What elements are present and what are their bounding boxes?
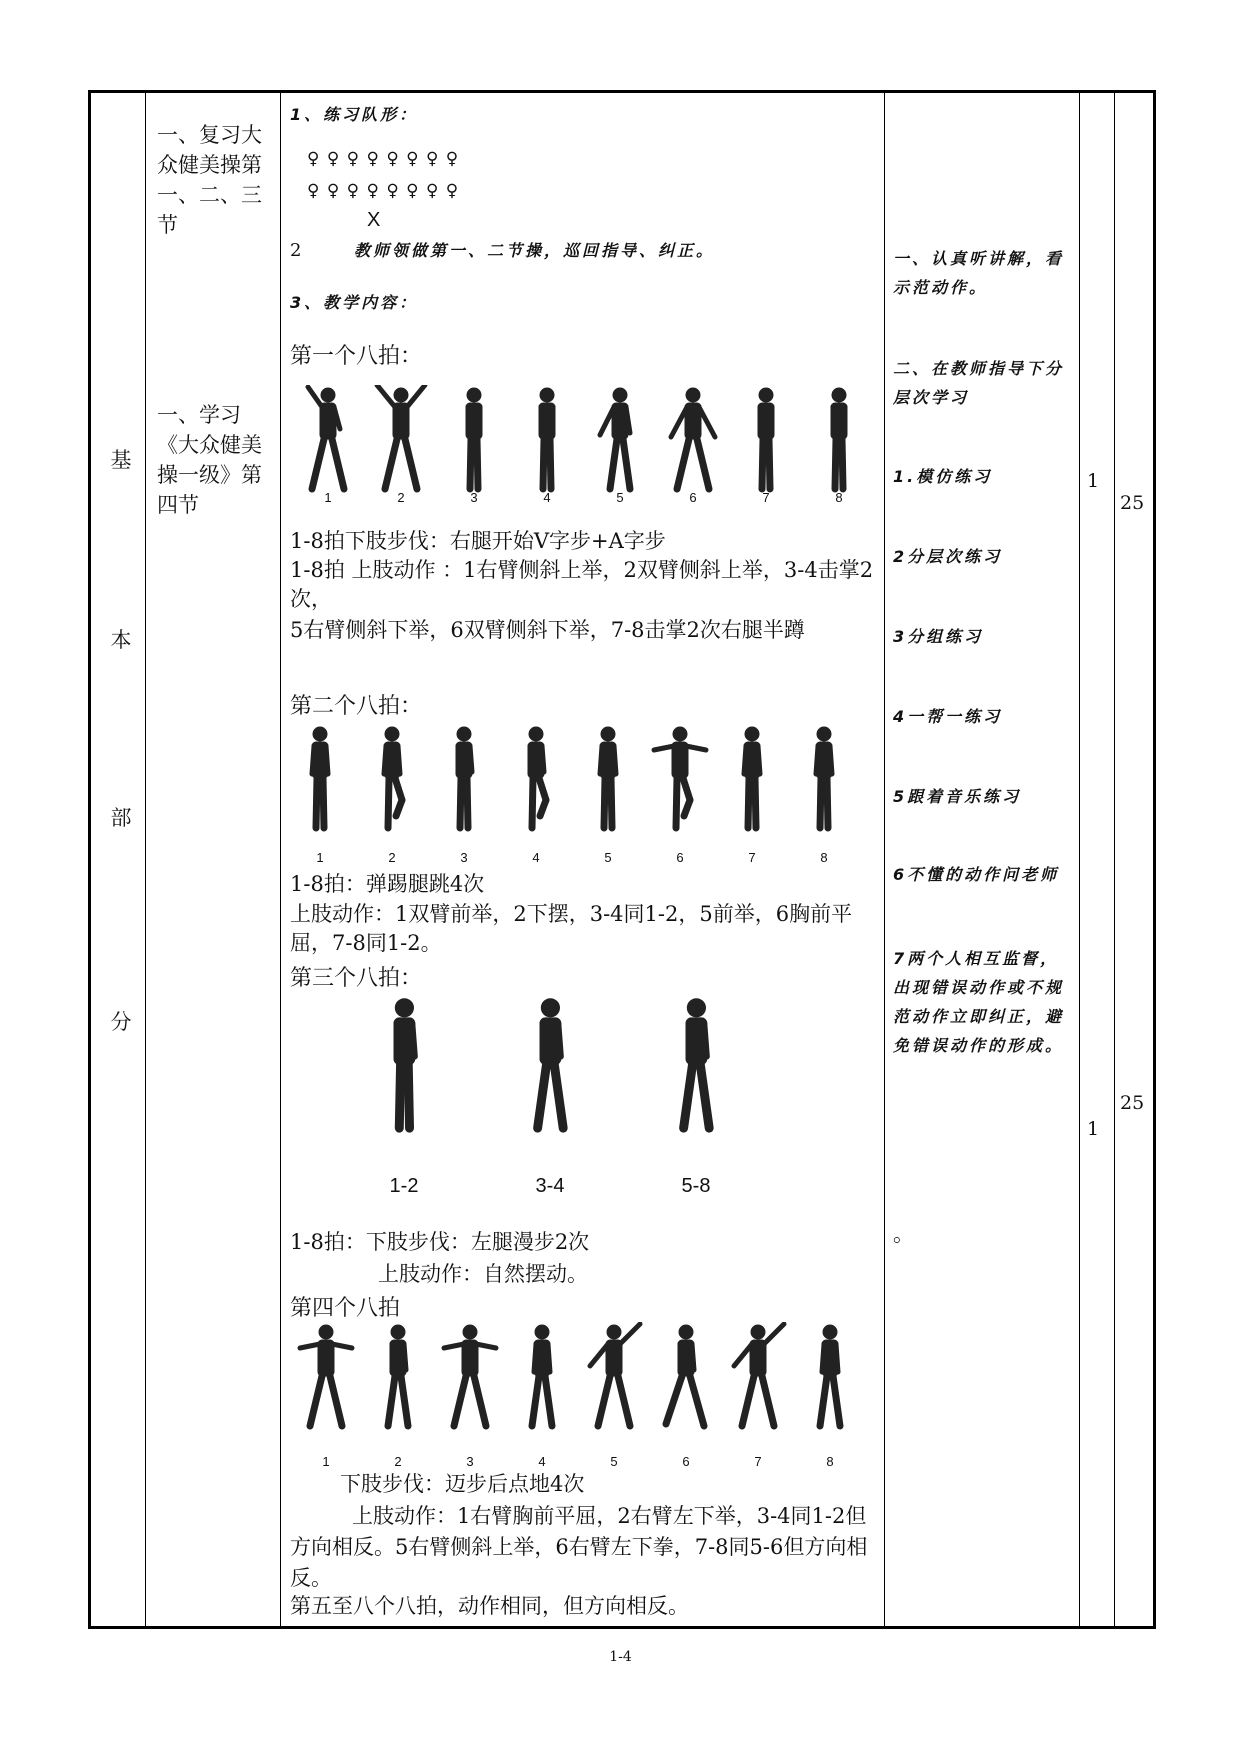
eight-beat-4-line: 下肢步伐：迈步后点地4次 (340, 1472, 585, 1496)
eight-beat-1-line: 5右臂侧斜下举，6双臂侧斜下举，7-8击掌2次右腿半蹲 (290, 618, 805, 642)
dancer-frame (298, 385, 358, 495)
dancer-figure (656, 1322, 716, 1432)
dancer-figure (590, 385, 650, 495)
dancer-figure (434, 724, 494, 834)
dancer-frame (590, 385, 650, 495)
dancer-figure (512, 1322, 572, 1432)
dancer-frame (444, 385, 504, 495)
beat-label: 4 (538, 1454, 546, 1469)
beat-label: 8 (826, 1454, 834, 1469)
closing-note: 第五至八个八拍，动作相同，但方向相反。 (290, 1594, 689, 1618)
column-divider (145, 90, 146, 1629)
figure-row-2 (290, 724, 880, 865)
dancer-frame (584, 1322, 644, 1432)
beat-label: 8 (820, 850, 828, 865)
formation-row-1: ♀ ♀ ♀ ♀ ♀ ♀ ♀ ♀ (307, 149, 460, 169)
dancer-frame (722, 724, 782, 834)
beat-label: 5 (610, 1454, 618, 1469)
beat-label: 5-8 (681, 1175, 711, 1197)
dancer-figure (440, 1322, 500, 1432)
dancer-figure (506, 724, 566, 834)
dancer-frame (440, 1322, 500, 1432)
dancer-frame (650, 724, 710, 834)
minutes-count: 25 (1120, 492, 1145, 514)
dancer-figure (650, 724, 710, 834)
dancer-figure (578, 724, 638, 834)
times-count: 1 (1087, 1118, 1100, 1140)
beat-label: 2 (388, 850, 396, 865)
dancer-figure (296, 1322, 356, 1432)
teacher-mark: X (367, 209, 381, 231)
beat-label: 4 (543, 490, 551, 505)
beat-label: 6 (689, 490, 697, 505)
dancer-frame (794, 724, 854, 834)
beat-label: 7 (754, 1454, 762, 1469)
eight-beat-3-line: 上肢动作：自然摆动。 (378, 1262, 588, 1286)
eight-beat-3-line: 1-8拍：下肢步伐：左腿漫步2次 (290, 1230, 590, 1254)
dancer-figure (371, 385, 431, 495)
beat-label: 2 (397, 490, 405, 505)
dancer-figure (366, 995, 443, 1136)
eight-beat-2-line: 1-8拍：弹踢腿跳4次 (290, 872, 485, 896)
formation-title: 1、练习队形： (290, 105, 419, 124)
beat-label: 5 (616, 490, 624, 505)
item2-number: 2 (290, 240, 302, 261)
student-item: 1.模仿练习 (893, 467, 993, 486)
dancer-frame (366, 995, 443, 1136)
eight-beat-1-line: 1-8拍下肢步伐：右腿开始V字步+A字步 (290, 529, 666, 553)
dancer-frame (663, 385, 723, 495)
student-item: 一、认真听讲解，看示范动作。 (893, 249, 1065, 297)
eight-beat-3-title: 第三个八拍： (290, 966, 423, 991)
dancer-figure (584, 1322, 644, 1432)
topic-learn: 一、学习《大众健美操一级》第四节 (157, 403, 262, 517)
dancer-figure (444, 385, 504, 495)
figure-row-3 (290, 995, 880, 1197)
dancer-frame (656, 1322, 716, 1432)
student-item: 7两个人相互监督，出现错误动作或不规范动作立即纠正，避免错误动作的形成。 (893, 949, 1065, 1055)
dancer-frame (809, 385, 869, 495)
dancer-figure (290, 724, 350, 834)
student-item: 二、在教师指导下分层次学习 (893, 359, 1065, 407)
dancer-frame (368, 1322, 428, 1432)
section-char: 部 (110, 806, 132, 830)
dancer-figure (800, 1322, 860, 1432)
eight-beat-4-title: 第四个八拍 (290, 1296, 401, 1321)
minutes-count: 25 (1120, 1092, 1145, 1114)
dancer-frame (658, 995, 735, 1136)
student-item: 6不懂的动作问老师 (893, 865, 1060, 884)
dancer-frame (517, 385, 577, 495)
dancer-frame (371, 385, 431, 495)
section-char: 基 (110, 448, 132, 472)
student-item: 4一帮一练习 (893, 707, 1003, 726)
dancer-frame (290, 724, 350, 834)
dancer-figure (736, 385, 796, 495)
beat-label: 1 (316, 850, 324, 865)
dancer-figure (368, 1322, 428, 1432)
page-number: 1-4 (609, 1649, 632, 1665)
dancer-frame (512, 995, 589, 1136)
beat-label: 6 (682, 1454, 690, 1469)
formation-row-2: ♀ ♀ ♀ ♀ ♀ ♀ ♀ ♀ (307, 181, 460, 201)
figure-row-4 (290, 1322, 880, 1467)
item3-title: 3、教学内容： (290, 293, 419, 312)
dancer-figure (298, 385, 358, 495)
beat-label: 2 (394, 1454, 402, 1469)
column-divider (280, 90, 281, 1629)
dancer-figure (517, 385, 577, 495)
item2-text: 教师领做第一、二节操，巡回指导、纠正。 (354, 241, 716, 260)
beat-label: 1-2 (389, 1175, 419, 1197)
beat-label: 4 (532, 850, 540, 865)
dancer-figure (722, 724, 782, 834)
dancer-frame (728, 1322, 788, 1432)
dancer-figure (362, 724, 422, 834)
figure-row-1 (290, 385, 880, 505)
topic-review: 一、复习大众健美操第一、二、三节 (157, 123, 262, 237)
student-item: 3分组练习 (893, 627, 984, 646)
beat-label: 1 (324, 490, 332, 505)
beat-label: 1 (322, 1454, 330, 1469)
dancer-figure (658, 995, 735, 1136)
beat-label: 3 (466, 1454, 474, 1469)
dancer-frame (512, 1322, 572, 1432)
student-item: 。 (893, 1222, 914, 1246)
dancer-figure (512, 995, 589, 1136)
column-divider (1114, 90, 1115, 1629)
dancer-figure (809, 385, 869, 495)
beat-label: 6 (676, 850, 684, 865)
dancer-frame (736, 385, 796, 495)
beat-label: 3 (470, 490, 478, 505)
section-char: 本 (110, 628, 132, 652)
dancer-frame (434, 724, 494, 834)
dancer-frame (506, 724, 566, 834)
dancer-frame (800, 1322, 860, 1432)
student-item: 5跟着音乐练习 (893, 787, 1022, 806)
dancer-figure (794, 724, 854, 834)
beat-label: 3-4 (535, 1175, 565, 1197)
dancer-frame (362, 724, 422, 834)
beat-label: 7 (748, 850, 756, 865)
eight-beat-2-line: 上肢动作：1双臂前举，2下摆，3-4同1-2，5前举，6胸前平屈，7-8同1-2。 (290, 902, 853, 955)
dancer-figure (728, 1322, 788, 1432)
beat-label: 3 (460, 850, 468, 865)
dancer-figure (663, 385, 723, 495)
beat-label: 5 (604, 850, 612, 865)
eight-beat-2-title: 第二个八拍： (290, 694, 423, 719)
beat-label: 7 (762, 490, 770, 505)
student-item: 2分层次练习 (893, 547, 1003, 566)
column-divider (884, 90, 885, 1629)
eight-beat-1-title: 第一个八拍： (290, 344, 423, 369)
section-char: 分 (110, 1010, 132, 1034)
dancer-frame (578, 724, 638, 834)
eight-beat-1-line: 1-8拍 上肢动作 ：1右臂侧斜上举，2双臂侧斜上举，3-4击掌2次， (290, 558, 874, 611)
dancer-frame (296, 1322, 356, 1432)
beat-label: 8 (835, 490, 843, 505)
column-divider (1079, 90, 1080, 1629)
eight-beat-4-line: 上肢动作：1右臂胸前平屈，2右臂左下举，3-4同1-2但方向相反。5右臂侧斜上举，6右臂左下拳，7-8同5-6但方向相反。 (290, 1504, 868, 1590)
times-count: 1 (1087, 470, 1100, 492)
